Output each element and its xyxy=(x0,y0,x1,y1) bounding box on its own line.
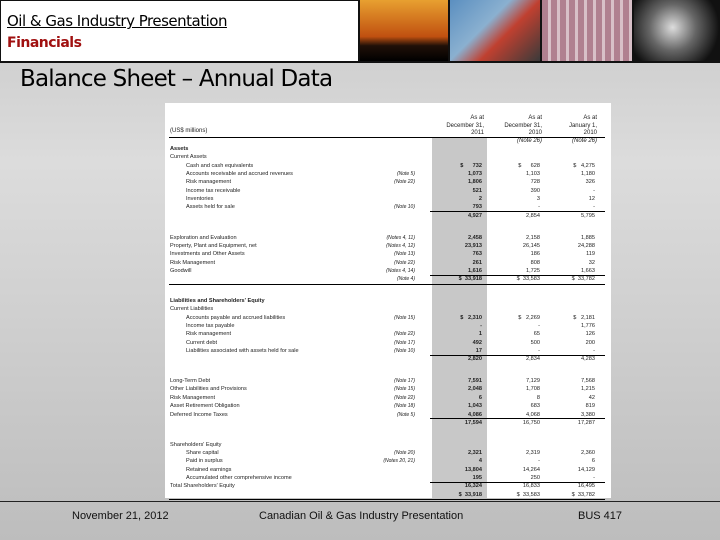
row-value: 8 xyxy=(536,394,540,401)
row-value: $ 732 xyxy=(460,162,482,169)
row-value: 1,725 xyxy=(526,267,540,274)
barrels-image xyxy=(542,0,632,61)
row-value: 728 xyxy=(530,179,540,186)
slide-footer xyxy=(0,501,720,540)
row-note: (Note 18) xyxy=(394,403,415,410)
row-value: 1,103 xyxy=(526,171,540,178)
table-row xyxy=(165,402,605,410)
footer-date: November 21, 2012 xyxy=(72,510,169,522)
row-label: Assets held for sale xyxy=(186,204,235,211)
row-note: (Note 10) xyxy=(394,204,415,211)
row-label: Current debt xyxy=(186,339,218,346)
row-label: Risk management xyxy=(186,331,232,338)
row-label: Current Liabilities xyxy=(170,306,214,313)
row-value: 26,145 xyxy=(522,242,540,249)
row-value: 17,594 xyxy=(464,419,482,426)
row-note: (Note 13) xyxy=(394,251,415,258)
row-label: Long-Term Debt xyxy=(170,378,211,385)
row-value: 4,068 xyxy=(526,411,540,418)
row-value: 500 xyxy=(530,339,540,346)
table-row xyxy=(165,242,605,250)
table-row xyxy=(165,394,605,402)
col-line1: As at xyxy=(470,115,484,121)
row-value: 2,321 xyxy=(468,449,482,456)
row-label: Liabilities and Shareholders' Equity xyxy=(170,297,265,304)
row-value: 808 xyxy=(530,259,540,266)
table-row xyxy=(165,250,605,258)
row-value: 17 xyxy=(475,348,482,355)
row-note: (Note 10) xyxy=(394,348,415,355)
row-value: 7,591 xyxy=(468,378,482,385)
row-value: 6 xyxy=(478,394,482,401)
row-value: 1,708 xyxy=(526,386,540,393)
row-label: Current Assets xyxy=(170,154,207,161)
subtotal-rule xyxy=(430,418,605,419)
worker-image xyxy=(450,0,540,61)
row-value: $ 2,310 xyxy=(460,314,482,321)
row-value: 2,854 xyxy=(526,212,540,219)
row-label: Other Liabilities and Provisions xyxy=(170,386,247,393)
row-value: - xyxy=(538,204,540,211)
table-row xyxy=(165,305,605,313)
row-value: 326 xyxy=(585,179,595,186)
row-note: (Note 20) xyxy=(394,449,415,456)
row-value: 1,776 xyxy=(581,323,595,330)
col-line3: 2011 xyxy=(471,130,484,136)
row-value: $ 33,583 xyxy=(516,491,540,498)
row-value: 65 xyxy=(533,331,540,338)
row-label: Cash and cash equivalents xyxy=(186,162,254,169)
row-value: 186 xyxy=(530,251,540,258)
table-row xyxy=(165,474,605,482)
row-value: - xyxy=(593,474,595,481)
row-value: 5,795 xyxy=(581,212,595,219)
col-line2: December 31, xyxy=(446,122,484,129)
row-value: 250 xyxy=(530,474,540,481)
row-label: Assets xyxy=(170,146,189,152)
table-row xyxy=(165,385,605,393)
table-row xyxy=(165,330,605,338)
row-value: 1,885 xyxy=(581,234,595,241)
table-row xyxy=(165,267,605,275)
table-row xyxy=(165,491,605,499)
row-label: Shareholders' Equity xyxy=(170,441,222,448)
row-value: $ 2,181 xyxy=(573,314,595,321)
row-value: - xyxy=(538,323,540,330)
table-row xyxy=(165,145,605,153)
table-row xyxy=(165,449,605,457)
table-row xyxy=(165,355,605,363)
slide-title: Balance Sheet – Annual Data xyxy=(20,66,333,92)
table-row xyxy=(165,441,605,449)
oil-rig-sunset-image xyxy=(360,0,448,61)
table-row xyxy=(165,212,605,220)
section-subtitle: Financials xyxy=(7,35,82,51)
subtotal-rule xyxy=(430,482,605,483)
col-line3: 2010 xyxy=(583,130,597,136)
row-value: 200 xyxy=(585,339,595,346)
row-note: (Note 22) xyxy=(394,259,415,266)
balance-sheet-table xyxy=(165,103,611,498)
col-line3: 2010 xyxy=(528,130,542,136)
row-value: 390 xyxy=(530,187,540,194)
row-value: 3,380 xyxy=(581,411,595,418)
table-row xyxy=(165,347,605,355)
row-value: 2,834 xyxy=(526,356,540,363)
footer-title: Canadian Oil & Gas Industry Presentation xyxy=(259,510,464,522)
subtotal-rule xyxy=(430,355,605,356)
table-row xyxy=(165,178,605,186)
row-value: 14,264 xyxy=(522,466,540,473)
table-row xyxy=(165,482,605,490)
row-value: $ 33,782 xyxy=(571,276,595,283)
row-value: 763 xyxy=(472,251,482,258)
total-rule xyxy=(169,284,605,285)
row-value: 261 xyxy=(472,259,482,266)
row-value: 819 xyxy=(585,403,595,410)
row-note: (Notes 20, 21) xyxy=(383,458,415,465)
col-line1: As at xyxy=(583,115,597,121)
row-value: 492 xyxy=(472,339,482,346)
row-value: 1,663 xyxy=(581,267,595,274)
fuel-nozzle-image xyxy=(634,0,720,61)
table-row xyxy=(165,195,605,203)
row-note: (Notes 4, 12) xyxy=(386,242,415,249)
column-header-2010 xyxy=(490,115,542,145)
col-note: (Note 26) xyxy=(571,137,597,144)
subtotal-rule xyxy=(430,211,605,212)
row-note: (Note 4) xyxy=(396,276,415,283)
row-value: 683 xyxy=(530,403,540,410)
row-value: 195 xyxy=(472,474,482,481)
row-value: 7,568 xyxy=(581,378,595,385)
row-value: 2 xyxy=(478,196,482,203)
row-note: (Note 5) xyxy=(396,171,415,178)
row-value: 12 xyxy=(588,196,595,203)
row-value: $ 2,269 xyxy=(518,314,540,321)
row-value: 7,129 xyxy=(526,378,540,385)
subtotal-rule xyxy=(430,275,605,276)
row-value: 32 xyxy=(588,259,595,266)
table-row xyxy=(165,187,605,195)
row-note: (Note 17) xyxy=(394,339,415,346)
row-note: (Notes 4, 14) xyxy=(386,267,415,274)
row-label: Accumulated other comprehensive income xyxy=(186,474,292,481)
row-label: Investments and Other Assets xyxy=(170,251,245,258)
col-note: (Note 26) xyxy=(516,137,542,144)
row-value: 17,287 xyxy=(577,419,595,426)
table-row xyxy=(165,457,605,465)
row-label: Goodwill xyxy=(170,267,192,274)
row-value: $ 33,583 xyxy=(516,276,540,283)
row-value: 1,215 xyxy=(581,386,595,393)
row-value: - xyxy=(480,323,482,330)
table-row xyxy=(165,339,605,347)
table-row xyxy=(165,234,605,242)
row-value: 2,458 xyxy=(468,234,482,241)
row-value: 521 xyxy=(472,187,482,194)
title-box xyxy=(1,1,358,61)
row-value: 4,927 xyxy=(468,212,482,219)
column-header-2011 xyxy=(432,115,484,138)
row-label: Share capital xyxy=(186,449,219,456)
row-label: Property, Plant and Equipment, net xyxy=(170,242,257,249)
row-value: - xyxy=(593,187,595,194)
row-note: (Note 17) xyxy=(394,378,415,385)
row-value: 4,086 xyxy=(468,411,482,418)
table-row xyxy=(165,162,605,170)
col-line2: January 1, xyxy=(568,122,597,129)
row-value: 6 xyxy=(591,458,595,465)
row-value: 1,180 xyxy=(581,171,595,178)
row-value: 14,129 xyxy=(577,466,595,473)
row-label: Risk Management xyxy=(170,259,216,266)
row-label: Risk Management xyxy=(170,394,216,401)
table-row xyxy=(165,203,605,211)
row-label: Asset Retirement Obligation xyxy=(170,403,240,410)
col-line2: December 31, xyxy=(504,122,542,129)
row-value: 1,043 xyxy=(468,403,482,410)
header-banner xyxy=(0,0,720,63)
row-value: $ 4,275 xyxy=(573,162,595,169)
footer-course-code: BUS 417 xyxy=(578,510,623,522)
row-note: (Note 22) xyxy=(394,331,415,338)
row-value: 1,073 xyxy=(468,171,482,178)
row-label: Risk management xyxy=(186,179,232,186)
table-row xyxy=(165,466,605,474)
row-value: - xyxy=(538,458,540,465)
presentation-title: Oil & Gas Industry Presentation xyxy=(7,12,227,30)
table-row xyxy=(165,322,605,330)
row-note: (Notes 4, 11) xyxy=(386,234,415,241)
table-row xyxy=(165,170,605,178)
row-label: Deferred Income Taxes xyxy=(170,411,228,418)
row-label: Paid in surplus xyxy=(186,458,223,465)
row-label: Liabilities associated with assets held for sale xyxy=(186,348,299,355)
row-value: 16,324 xyxy=(464,483,482,490)
row-value: 16,833 xyxy=(522,483,540,490)
row-note: (Note 15) xyxy=(394,314,415,321)
row-note: (Note 15) xyxy=(394,386,415,393)
row-value: 24,288 xyxy=(577,242,595,249)
col-line1: As at xyxy=(528,115,542,121)
row-value: 4 xyxy=(478,458,482,465)
row-value: 16,495 xyxy=(577,483,595,490)
row-value: $ 628 xyxy=(518,162,540,169)
table-row xyxy=(165,275,605,283)
table-row xyxy=(165,153,605,161)
row-value: $ 33,918 xyxy=(458,491,482,498)
row-note: (Note 22) xyxy=(394,179,415,186)
row-value: 4,283 xyxy=(581,356,595,363)
row-value: 2,360 xyxy=(581,449,595,456)
header-rule xyxy=(169,137,605,138)
row-value: 13,804 xyxy=(464,466,482,473)
row-value: 119 xyxy=(586,251,595,258)
row-value: 16,750 xyxy=(522,419,540,426)
unit-label: (US$ millions) xyxy=(170,128,208,134)
row-value: 2,319 xyxy=(526,449,540,456)
row-value: $ 33,782 xyxy=(571,491,595,498)
table-row xyxy=(165,259,605,267)
row-note: (Note 22) xyxy=(394,394,415,401)
row-label: Accounts payable and accrued liabilities xyxy=(186,314,286,321)
row-note: (Note 5) xyxy=(396,411,415,418)
row-label: Total Shareholders' Equity xyxy=(170,483,235,490)
row-value: $ 33,918 xyxy=(458,276,482,283)
table-row xyxy=(165,411,605,419)
row-value: 42 xyxy=(588,394,595,401)
row-value: 1 xyxy=(478,331,482,338)
row-label: Income tax receivable xyxy=(186,187,241,194)
table-row xyxy=(165,377,605,385)
row-value: - xyxy=(593,204,595,211)
row-label: Inventories xyxy=(186,196,214,203)
row-value: 2,158 xyxy=(526,234,540,241)
row-label: Retained earnings xyxy=(186,466,232,473)
column-header-jan-2010 xyxy=(545,115,597,145)
row-value: 2,048 xyxy=(468,386,482,393)
row-value: 2,820 xyxy=(468,356,482,363)
table-row xyxy=(165,419,605,427)
total-rule xyxy=(169,499,605,500)
row-value: 23,913 xyxy=(464,242,482,249)
row-value: 1,616 xyxy=(468,267,482,274)
row-label: Exploration and Evaluation xyxy=(170,234,237,241)
table-row xyxy=(165,314,605,322)
table-row xyxy=(165,297,605,305)
row-label: Income tax payable xyxy=(186,323,235,330)
row-value: 793 xyxy=(472,204,482,211)
row-value: 3 xyxy=(536,196,540,203)
row-value: 1,806 xyxy=(468,179,482,186)
row-value: - xyxy=(593,348,595,355)
row-value: 126 xyxy=(585,331,595,338)
row-label: Accounts receivable and accrued revenues xyxy=(186,171,293,178)
row-value: - xyxy=(538,348,540,355)
